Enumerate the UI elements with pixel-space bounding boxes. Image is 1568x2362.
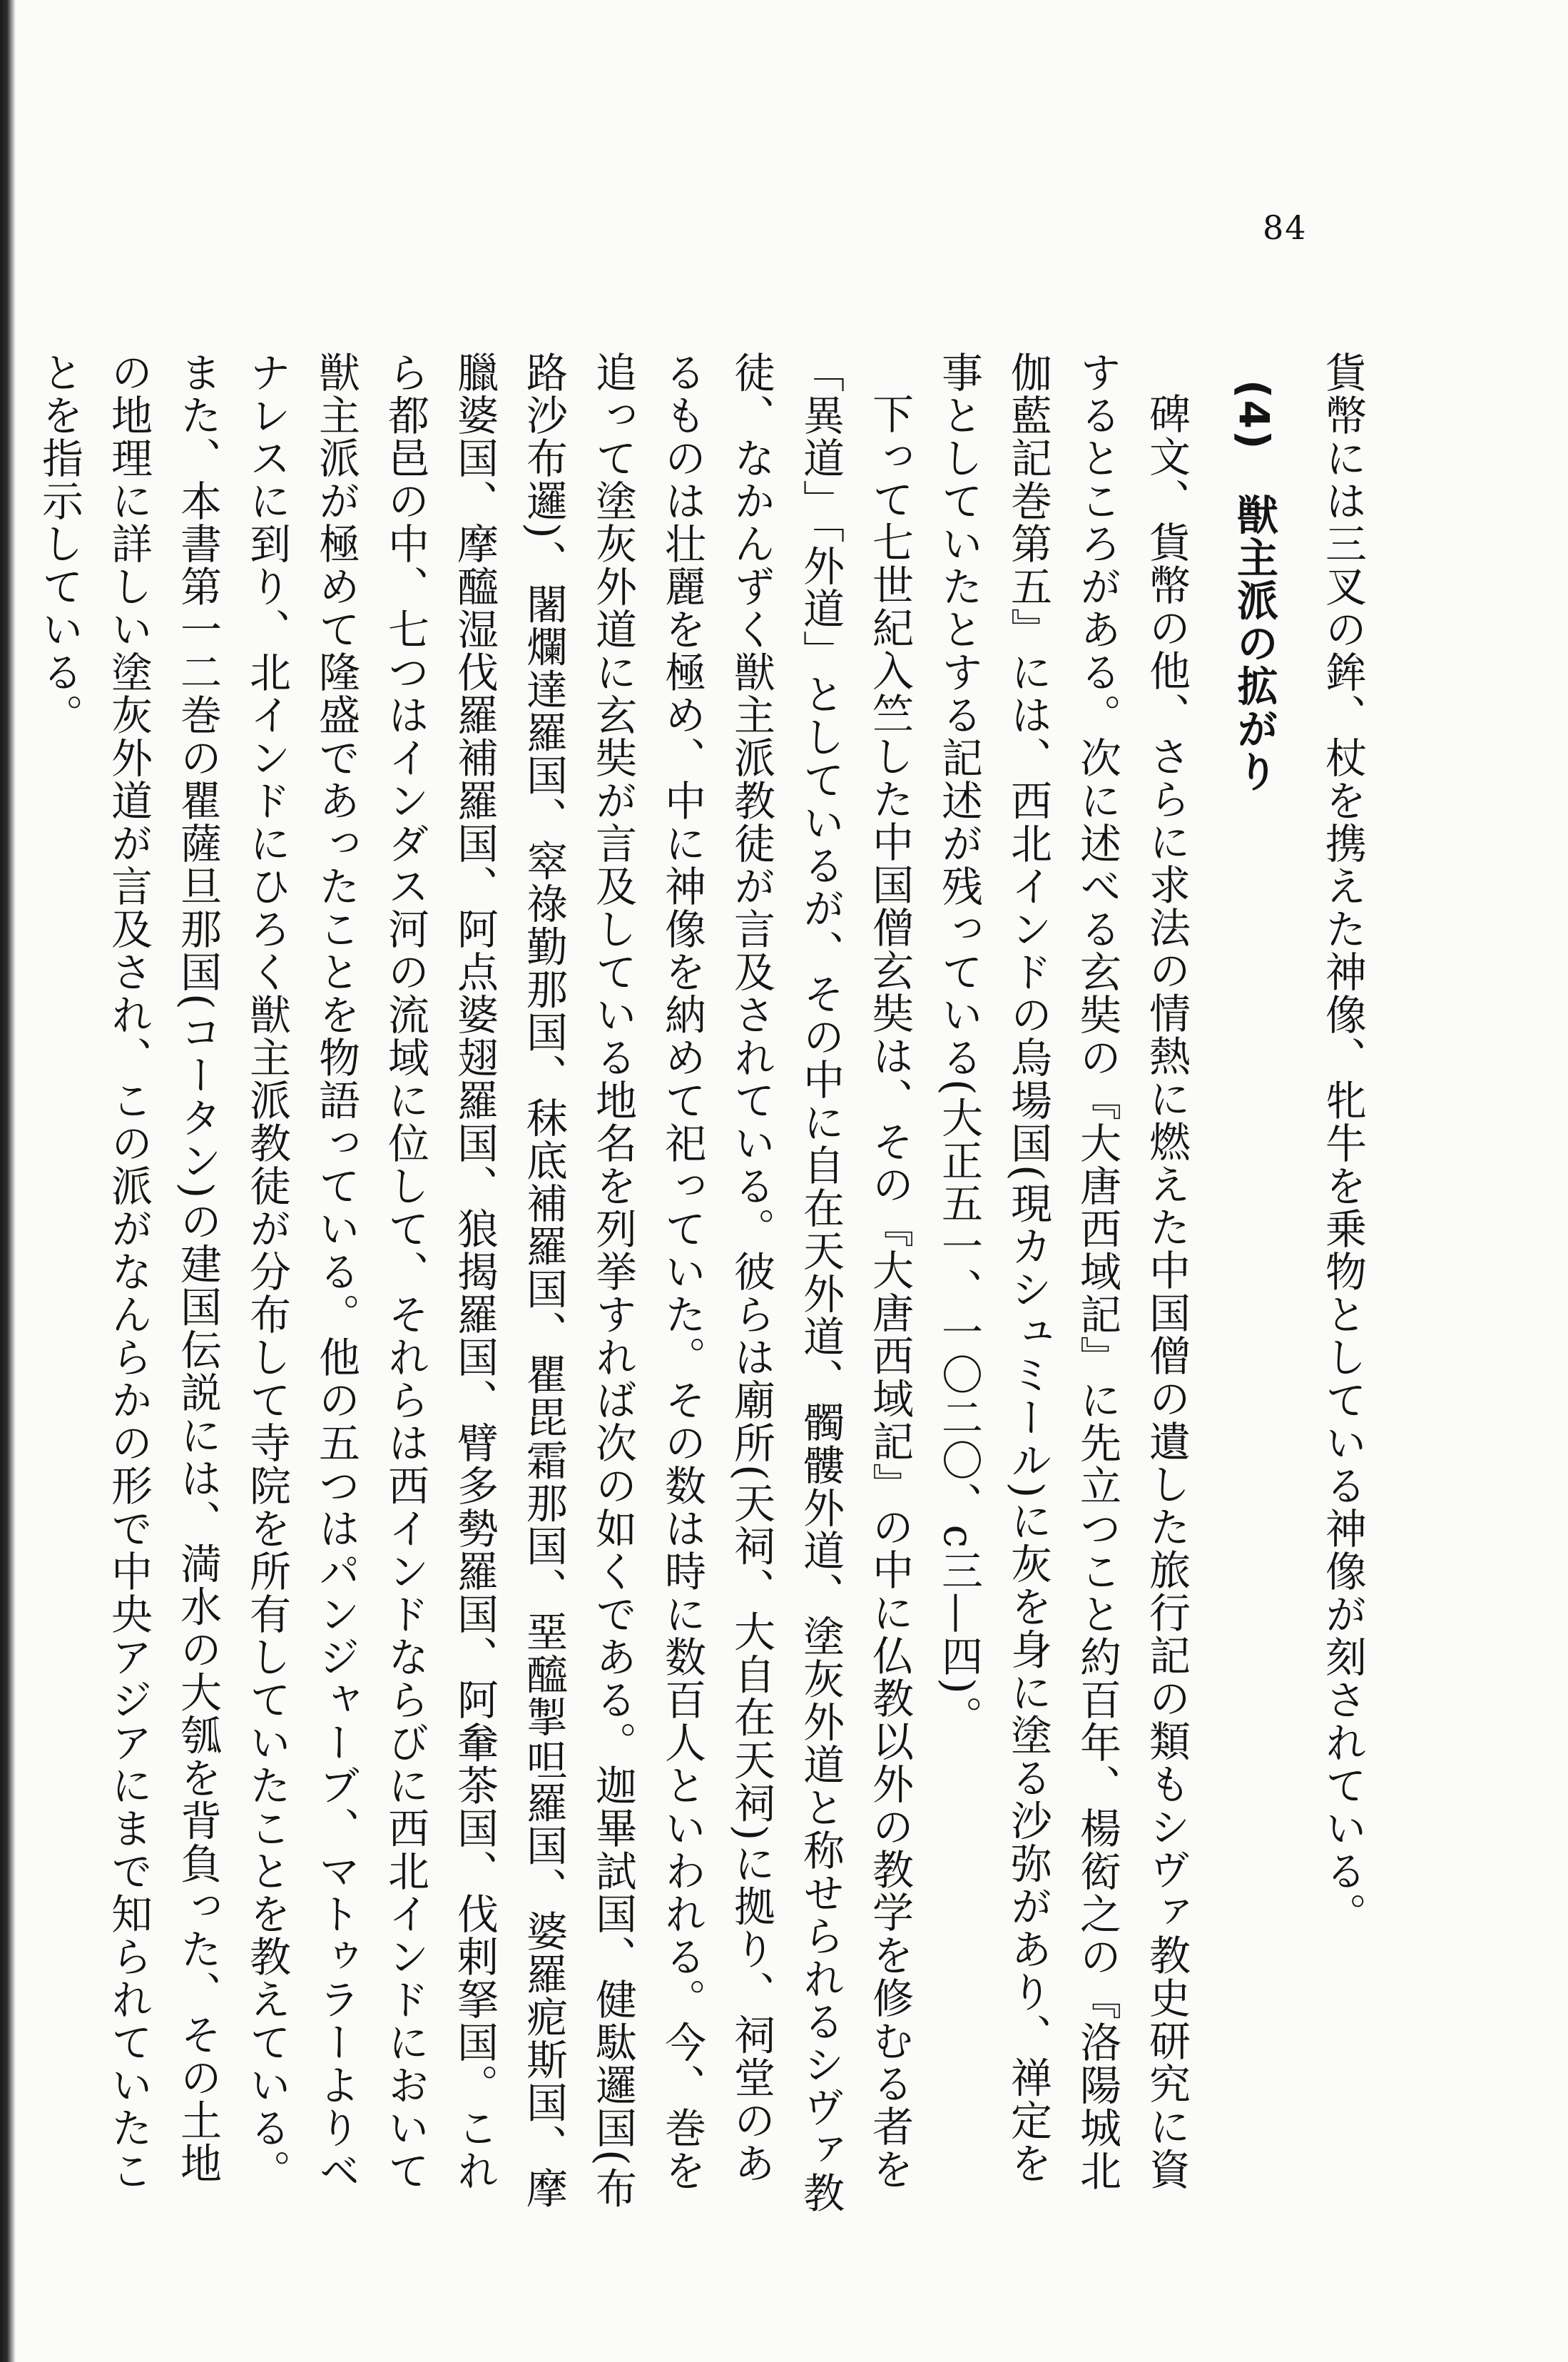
paragraph: 碑文、貨幣の他、さらに求法の情熱に燃えた中国僧の遺した旅行記の類もシヴァ教史研究に資するところがある。次に述べる玄奘の『大唐西域記』に先立つこと約百年、楊衒之の『洛陽城北伽藍記巻第五』には、西北インドの烏場国(現カシュミール)に灰を身に塗る沙弥があり、禅定を事としていたとする記述が残っている(大正五一、一〇二〇、c三—四)。: [935, 351, 1191, 2192]
scan-edge-shadow: [0, 0, 16, 2362]
body-text: [36, 351, 1377, 2221]
paragraph: 下って七世紀入竺した中国僧玄奘は、その『大唐西域記』の中に仏教以外の教学を修むる者を「異道」「外道」としているが、その中に自在天外道、髑髏外道、塗灰外道と称せられるシヴァ教徒、なかんずく獣主派教徒が言及されている。彼らは廟所(天祠、大自在天祠)に拠り、祠堂のあるものは壮麗を極め、中に神像を納めて祀っていた。その数は時に数百人といわれる。今、巻を追って塗灰外道に玄奘が言及している地名を列挙すれば次の如くである。迦畢試国、健駄邏国(布路沙布邏)、闍爛達羅国、窣祿勤那国、秣底補羅国、瞿毘霜那国、堊醯掣呾羅国、婆羅痆斯国、摩臘婆国、摩醯湿伐羅補羅国、阿点婆翅羅国、狼揭羅国、臂多勢羅国、阿軬茶国、伐剌拏国。これら都邑の中、七つはインダス河の流域に位して、それらは西インドならびに西北インドにおいて獣主派が極めて隆盛であったことを物語っている。他の五つはパンジャーブ、マトゥラーよりベナレスに到り、北インドにひろく獣主派教徒が分布して寺院を所有していたことを教えている。また、本書第一二巻の瞿薩旦那国(コータン)の建国伝説には、満水の大瓠を背負った、その土地の地理に詳しい塗灰外道が言及され、この派がなんらかの形で中央アジアにまで知られていたことを指示している。: [35, 351, 914, 2214]
page-number: 84: [1263, 208, 1308, 247]
section-heading: (4) 獣主派の拡がり: [1230, 380, 1278, 794]
paragraph-continuation: 貨幣には三叉の鉾、杖を携えた神像、牝牛を乗物としている神像が刻されている。: [1318, 351, 1367, 1935]
